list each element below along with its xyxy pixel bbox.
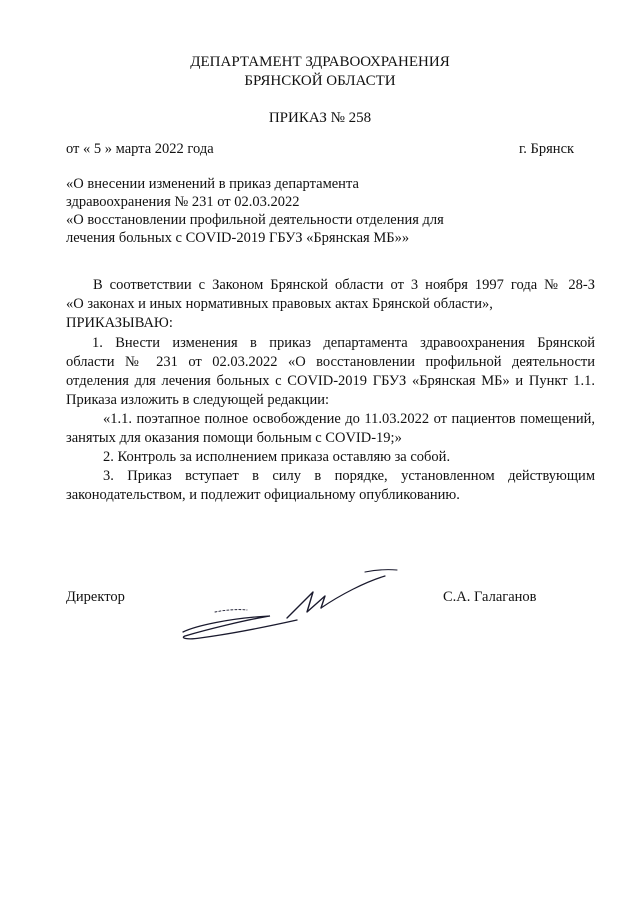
item2: 2. Контроль за исполнением приказа оставляю за собой. xyxy=(103,449,451,465)
signature-position: Директор xyxy=(66,589,125,605)
order-word: ПРИКАЗЫВАЮ: xyxy=(66,315,173,331)
order-date: от « 5 » марта 2022 года xyxy=(66,141,214,157)
signature-name: С.А. Галаганов xyxy=(443,589,537,605)
subject-line-1: «О внесении изменений в приказ департамента xyxy=(66,176,359,192)
subject-line-2: здравоохранения № 231 от 02.03.2022 xyxy=(66,194,300,210)
handwritten-signature xyxy=(175,560,415,660)
department-title-line2: БРЯНСКОЙ ОБЛАСТИ xyxy=(244,73,396,89)
item3-line-1: 3. Приказ вступает в силу в порядке, установленном действующим xyxy=(103,468,595,484)
subject-line-3: «О восстановлении профильной деятельности отделения для xyxy=(66,212,444,228)
item1-line-2: области № 231 от 02.03.2022 «О восстановлении профильной деятельности xyxy=(66,354,595,370)
item1-line-3: отделения для лечения больных с COVID-2019 ГБУЗ «Брянская МБ» и Пункт 1.1. xyxy=(66,373,595,389)
quote-line-2: занятых для оказания помощи больным с COVID-19;» xyxy=(66,430,402,446)
preamble-line-2: «О законах и иных нормативных правовых актах Брянской области», xyxy=(66,296,493,312)
item3-line-2: законодательством, и подлежит официальному опубликованию. xyxy=(66,487,460,503)
preamble-line-1: В соответствии с Законом Брянской области от 3 ноября 1997 года № 28-З xyxy=(93,277,595,293)
subject-line-4: лечения больных с COVID-2019 ГБУЗ «Брянская МБ»» xyxy=(66,230,410,246)
quote-line-1: «1.1. поэтапное полное освобождение до 11.03.2022 от пациентов помещений, xyxy=(103,411,595,427)
item1-line-1: 1. Внести изменения в приказ департамента здравоохранения Брянской xyxy=(92,335,595,351)
order-title: ПРИКАЗ № 258 xyxy=(268,110,372,126)
order-city: г. Брянск xyxy=(519,141,575,157)
department-title-line1: ДЕПАРТАМЕНТ ЗДРАВООХРАНЕНИЯ xyxy=(190,54,450,70)
item1-line-4: Приказа изложить в следующей редакции: xyxy=(66,392,329,408)
